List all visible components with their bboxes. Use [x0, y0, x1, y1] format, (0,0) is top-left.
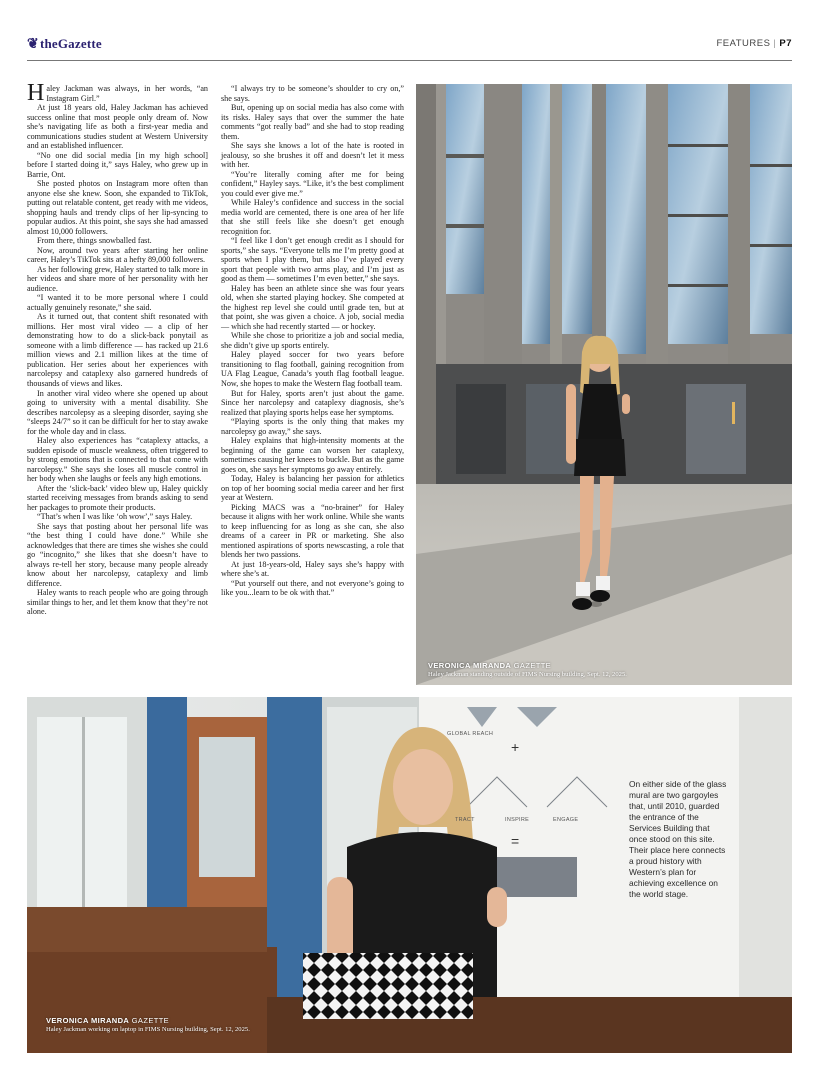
photo1-caption	[428, 661, 627, 678]
article-paragraph: At just 18-years-old, Haley says she’s happy with where she’s at.	[221, 559, 404, 579]
photo-haley-outside-building	[416, 84, 792, 685]
article-paragraph: But, opening up on social media has also come with its risks. Haley says that over the summer the hate comments “got really bad” and she had to stop reading them.	[221, 103, 404, 141]
mural-plus-symbol: +	[511, 739, 520, 755]
folio-divider: |	[773, 38, 777, 49]
article-paragraph: From there, things snowballed fast.	[37, 236, 152, 246]
article-paragraph: “I wanted it to be more personal where I could actually genuinely resonate,” she said.	[27, 293, 208, 312]
section-name: FEATURES	[716, 38, 771, 49]
article-paragraph: “That’s when I was like ‘oh wow’,” says Haley.	[37, 512, 193, 522]
page-number: P7	[779, 38, 792, 49]
article-column-2	[221, 84, 404, 598]
gazette-crest-icon: ❦	[27, 37, 39, 52]
article-paragraph: As her following grew, Haley started to talk more in her videos and share more of her personality with her audience.	[27, 264, 208, 293]
article-paragraph: “You’re literally coming after me for being confident,” Hayley says. “Like, it’s the best compliment you could ever give me.”	[221, 169, 404, 198]
photo2-caption	[46, 1016, 250, 1033]
credit-org: GAZETTE	[131, 1016, 170, 1025]
article-paragraph: Haley also experiences has “cataplexy attacks, a sudden episode of muscle weakness, often triggered to by strong emotions that is connected to that come with narcolepsy.” She says she loses all muscle control in her body when she laughs or feels any high emotions.	[27, 436, 208, 484]
article-paragraph: Haley played soccer for two years before transitioning to flag football, gaining recognition from UA Flag League, Canada’s youth flag football league. Now, she hopes to make the Western flag football team.	[221, 350, 404, 388]
article-column-1	[27, 80, 208, 617]
article-paragraph: She says she knows a lot of the hate is rooted in jealousy, so she brushes it off and doesn’t let it mess with her.	[221, 141, 404, 170]
article-lead-paragraph	[27, 80, 208, 106]
article-paragraph: Today, Haley is balancing her passion for athletics on top of her booming social media career and her first year at Western.	[221, 474, 404, 503]
mural-label-tract: TRACT	[455, 817, 475, 823]
article-paragraph: “I always try to be someone’s shoulder to cry on,” she says.	[221, 84, 404, 103]
photo-haley-with-laptop	[27, 697, 792, 1053]
article-paragraph: While she chose to prioritize a job and social media, she didn’t give up sports entirely.	[221, 331, 404, 350]
article-paragraph: “Playing sports is the only thing that makes my narcolepsy go away,” she says.	[221, 417, 404, 436]
photo2-description: Haley Jackman working on laptop in FIMS Nursing building, Sept. 12, 2025.	[46, 1026, 250, 1033]
article-paragraph: In another viral video where she opened up about going to university with a mental disability. She describes narcolepsy as a sleeping disorder, saying she “sleeps 24/7” so it can be difficult for her to stay awake for the whole day and in class.	[27, 388, 208, 436]
mural-label-engage: ENGAGE	[553, 817, 579, 823]
article-paragraph: At just 18 years old, Haley Jackman has achieved success online that most people only dream of. Now she’s navigating life as both a first-year media and communications studies student at Western University and an established influencer.	[27, 103, 208, 151]
mural-label-inspire: INSPIRE	[505, 817, 530, 823]
article-paragraph: “Put yourself out there, and not everyone’s going to like you...learn to be ok with that.”	[221, 578, 404, 598]
article-paragraph: After the ‘slick-back’ video blew up, Haley quickly started receiving messages from brands asking to send her packages to promote their products.	[27, 483, 208, 512]
photographer-name: VERONICA MIRANDA	[46, 1016, 130, 1025]
photo-scene-exterior	[416, 84, 792, 685]
article-paragraph: While Haley’s confidence and success in the social media world are cemented, there is one area of her life that she still feels like she doesn’t get enough recognition for.	[221, 198, 404, 236]
article-paragraph: Haley has been an athlete since she was four years old, when she started playing hockey. She competed at the highest rep level she could until grade ten, but at that point, she was given a choice. A job, social media — which she had recently started — or hockey.	[221, 283, 404, 331]
mural-plaque-text: On either side of the glass mural are two gargoyles that, until 2010, guarded the entrance of the Services Building that once stood on this site. Their place here connects a proud history with Western’s plan for achieving excellence on the world stage.	[629, 779, 727, 899]
article-paragraph: She posted photos on Instagram more often than anyone else she knew. Soon, she expanded to TikTok, putting out relatable content, get ready with me videos, shopping hauls and trendy clips of her lip-syncing to popular audios. At this point, she says she had amassed almost 10,000 followers.	[27, 179, 208, 236]
article-paragraph: She says that posting about her personal life was “the best thing I could have done.” While she acknowledges that there are times she wishes she could go “incognito,” she likes that she doesn’t have to always re-tell her story, because many people already know about her narcolepsy, cataplexy and limb difference.	[27, 521, 208, 588]
section-folio	[716, 38, 792, 49]
page-header	[27, 36, 792, 61]
mural-equals-symbol: =	[511, 833, 520, 849]
lead-text: aley Jackman was always, in her words, “an Instagram Girl.”	[46, 84, 208, 103]
photo1-description: Haley Jackman standing outside of FIMS Nursing building, Sept. 12, 2025.	[428, 671, 627, 678]
article-paragraph: “No one did social media [in my high school] before I started doing it,” says Haley, who grew up in Barrie, Ont.	[27, 150, 208, 179]
photo2-credit	[46, 1016, 250, 1025]
article-paragraph: Haley explains that high-intensity moments at the beginning of the game can worsen her cataplexy, sometimes causing her knees to buckle. But as the game goes on, she says her symptoms go away entirely.	[221, 436, 404, 474]
article-paragraph: As it turned out, that content shift resonated with millions. Her most viral video — a clip of her demonstrating how to do a slick-back ponytail as someone with a limb difference — has racked up 21.6 million views and 2.1 million likes at the time of publication. Her series about her experiences with narcolepsy and cataplexy also garnered hundreds of thousands of views and likes.	[27, 312, 208, 388]
article-paragraph: Picking MACS was a “no-brainer” for Haley because it aligns with her work online. While she wants to keep influencing for as long as she can, she also dreams of a career in PR or marketing. She also mentioned aspirations of sports newscasting, a role that blends her two passions.	[221, 502, 404, 560]
laptop-icon	[303, 953, 473, 1019]
article-paragraph: Haley wants to reach people who are going through similar things to her, and let them know that they’re not alone.	[27, 588, 208, 617]
gazette-logo	[27, 36, 102, 53]
article-paragraph: “I feel like I don’t get enough credit as I should for sports,” she says. “Everyone tells me I’m pretty good at sports when I play them, but also I’ve played every sport that people with two arms play, and I’m just as good as them — sometimes I’m even better,” she says.	[221, 236, 404, 284]
mural-label-global-reach: GLOBAL REACH	[447, 731, 494, 737]
photo1-credit	[428, 661, 627, 670]
photographer-name: VERONICA MIRANDA	[428, 661, 512, 670]
article-paragraph: But for Haley, sports aren’t just about the game. Since her narcolepsy and cataplexy diagnosis, she’s realized that playing sports helps ease her symptoms.	[221, 388, 404, 417]
article-paragraph: Now, around two years after starting her online career, Haley’s TikTok sits at a hefty 89,000 followers.	[27, 245, 208, 265]
credit-org: GAZETTE	[513, 661, 552, 670]
drop-cap: H	[27, 80, 45, 106]
logo-text: theGazette	[39, 36, 102, 51]
